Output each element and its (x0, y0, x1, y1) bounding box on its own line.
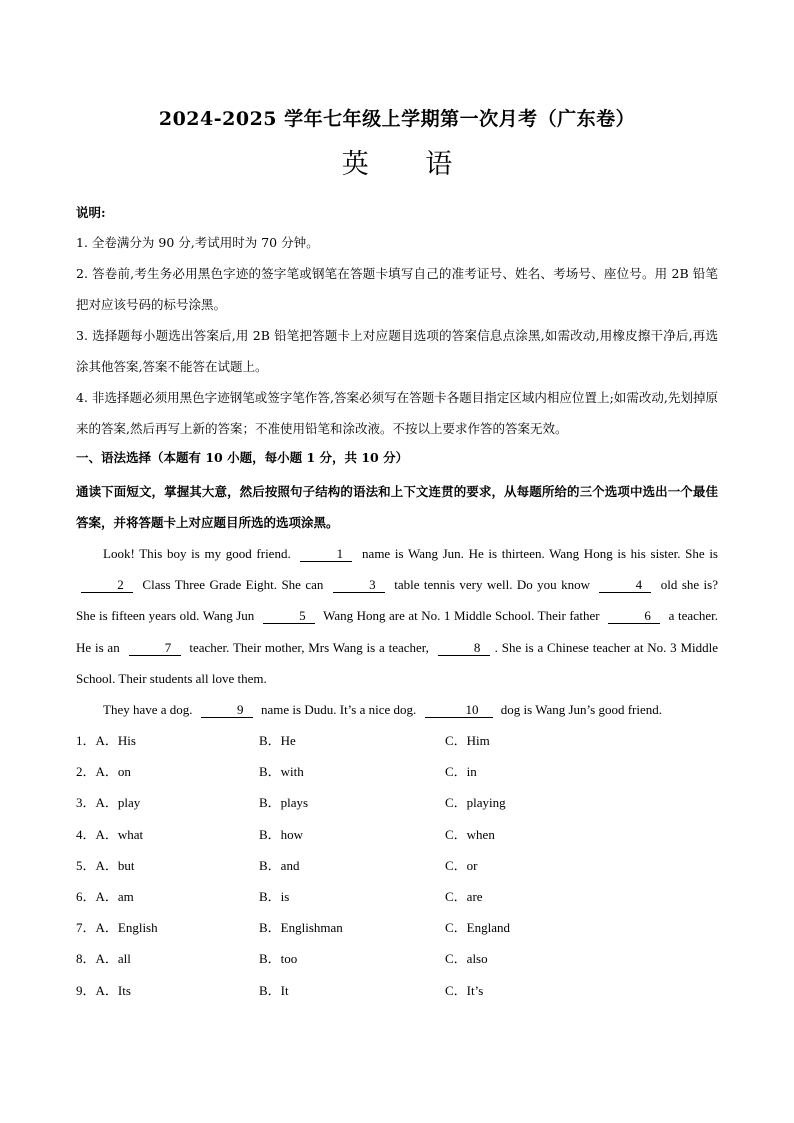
option-a: 6．A．am (76, 888, 134, 904)
passage-paragraph-2 (76, 694, 718, 725)
answer-blank-4: 4 (599, 578, 651, 593)
section-title: 一、语法选择（本题有 10 小题，每小题 1 分，共 10 分） (76, 450, 409, 465)
question-options (76, 912, 718, 943)
question-options (76, 975, 718, 1006)
option-c: C．or (445, 857, 478, 873)
answer-blank-5: 5 (263, 609, 315, 624)
answer-blank-10: 10 (425, 703, 493, 718)
passage-text: Look! This boy is my good friend. (103, 546, 291, 561)
passage-text: old she is? She is fifteen years old. Wang Jun (76, 577, 718, 624)
passage-text: dog is Wang Jun’s good friend. (500, 702, 662, 718)
passage-text: . She is a Chinese teacher at No. 3 Middle School. Their students all love them. (76, 639, 719, 686)
question-options (76, 819, 718, 850)
option-a: 4．A．what (76, 826, 144, 842)
option-b: B．plays (259, 795, 309, 811)
answer-blank-8: 8 (438, 641, 490, 656)
note-item-3: 3. 选择题每小题选出答案后,用 2B 铅笔把答题卡上对应题目选项的答案信息点涂黑,如需改动,用橡皮擦干净后,再选涂其他答案,答案不能答在试题上。 (76, 328, 718, 374)
option-c: C．playing (445, 795, 506, 811)
options-list (76, 725, 718, 1006)
passage-paragraph-1 (76, 538, 718, 694)
option-b: B．how (259, 826, 304, 842)
option-c: C．in (445, 764, 477, 780)
exam-title: 2024-2025 学年七年级上学期第一次月考（广东卷） (158, 108, 636, 130)
note-item-2: 2. 答卷前,考生务必用黑色字迹的签字笔或钢笔在答题卡填写自己的准考证号、姓名、考场号、座位号。用 2B 铅笔把对应该号码的标号涂黑。 (76, 266, 718, 312)
answer-blank-6: 6 (608, 609, 660, 624)
subject-title: 英 语 (341, 149, 477, 180)
option-a: 2．A．on (76, 764, 131, 780)
option-a: 5．A．but (76, 857, 135, 873)
question-options (76, 881, 718, 912)
passage-text: a teacher. He is an (76, 608, 719, 655)
passage-text: Wang Hong are at No. 1 Middle School. Their father (323, 608, 600, 624)
question-options (76, 850, 718, 881)
passage-text: Class Three Grade Eight. She can (142, 577, 324, 593)
note-item-1: 1. 全卷满分为 90 分,考试用时为 70 分钟。 (76, 235, 319, 250)
option-b: B．is (259, 888, 290, 904)
passage-text: They have a dog. (103, 702, 193, 718)
section-instruction: 通读下面短文，掌握其大意，然后按照句子结构的语法和上下文连贯的要求，从每题所给的三个选项中选出一个最佳答案，并将答题卡上对应题目所选的选项涂黑。 (76, 484, 718, 530)
answer-blank-1: 1 (300, 547, 352, 562)
option-c: C．It’s (445, 982, 484, 998)
passage-text: table tennis very well. Do you know (394, 577, 590, 593)
question-options (76, 756, 718, 787)
option-a: 1．A．His (76, 733, 136, 748)
option-a: 8．A．all (76, 951, 131, 967)
notes-label: 说明: (76, 205, 106, 220)
option-a: 7．A．English (76, 920, 158, 936)
option-c: C．also (445, 951, 488, 967)
answer-blank-9: 9 (201, 703, 253, 718)
reading-passage (76, 538, 718, 725)
question-options (76, 943, 718, 974)
passage-text: teacher. Their mother, Mrs Wang is a teacher, (189, 639, 429, 655)
option-b: B．with (259, 764, 304, 780)
option-b: B．He (259, 733, 296, 748)
option-b: B．too (259, 951, 298, 967)
question-options (76, 725, 718, 756)
option-b: B．It (259, 982, 289, 998)
passage-text: name is Wang Jun. He is thirteen. Wang Hong is his sister. She is (362, 546, 718, 561)
option-c: C．England (445, 920, 510, 936)
passage-text: name is Dudu. It’s a nice dog. (261, 702, 417, 718)
note-item-4: 4. 非选择题必须用黑色字迹钢笔或签字笔作答,答案必须写在答题卡各题目指定区域内相应位置上;如需改动,先划掉原来的答案,然后再写上新的答案；不准使用铅笔和涂改液。不按以上要求作答的答案无效。 (76, 390, 718, 436)
option-b: B．Englishman (259, 920, 343, 936)
option-c: C．Him (445, 733, 490, 748)
answer-blank-3: 3 (333, 578, 385, 593)
option-b: B．and (259, 857, 300, 873)
option-c: C．when (445, 826, 495, 842)
question-options (76, 787, 718, 818)
answer-blank-7: 7 (129, 641, 181, 656)
option-a: 3．A．play (76, 795, 141, 811)
option-a: 9．A．Its (76, 982, 131, 998)
answer-blank-2: 2 (81, 578, 133, 593)
option-c: C．are (445, 888, 483, 904)
